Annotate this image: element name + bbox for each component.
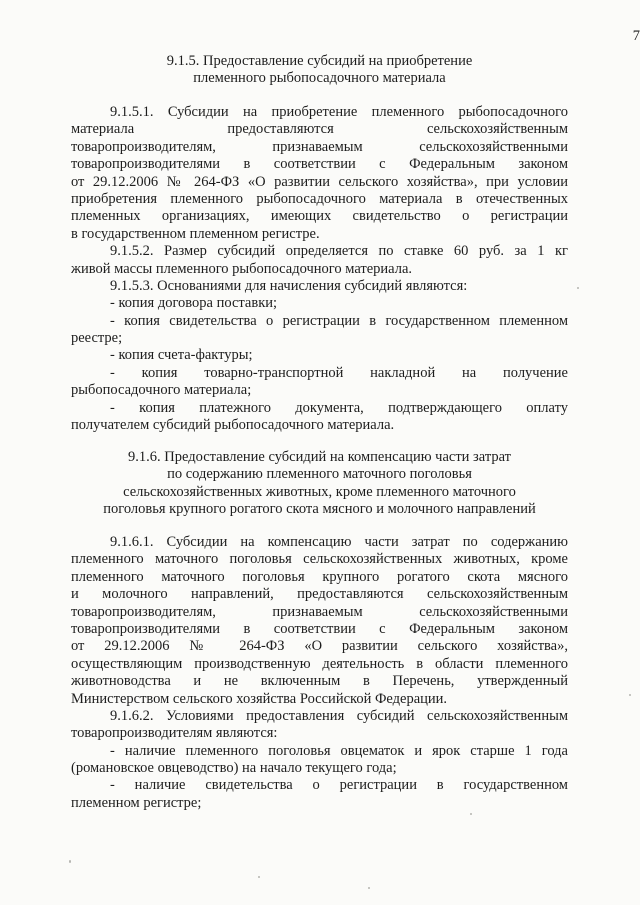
list-item-line: рыбопосадочного материала; bbox=[71, 382, 252, 399]
list-item-line: - наличие свидетельства о регистрации в государственном bbox=[110, 777, 568, 794]
heading-line: сельскохозяйственных животных, кроме племенного маточного bbox=[123, 483, 516, 500]
text-line: материала предоставляются сельскохозяйственным bbox=[71, 121, 568, 138]
heading-line: 9.1.5. Предоставление субсидий на приобретение bbox=[166, 53, 473, 69]
list-item-line: - копия договора поставки; bbox=[110, 295, 278, 312]
text-line: товаропроизводителям, признаваемым сельскохозяйственными bbox=[71, 603, 568, 620]
text-line: товаропроизводителями в соответствии с Федеральным законом bbox=[71, 620, 568, 637]
list-item-line: племенном регистре; bbox=[71, 794, 202, 811]
heading-line: по содержанию племенного маточного поголовья bbox=[167, 466, 472, 483]
page-number: 7 bbox=[632, 28, 640, 44]
section-9-1-6-body bbox=[71, 534, 568, 812]
scan-speck bbox=[470, 813, 472, 815]
list-item-line: получателем субсидий рыбопосадочного материала. bbox=[71, 417, 395, 434]
paragraph-9-1-5-1 bbox=[71, 104, 568, 243]
paragraph-9-1-5-3 bbox=[71, 278, 568, 435]
text-line: в государственном племенном регистре. bbox=[71, 225, 320, 242]
text-line: товаропроизводителям, признаваемым сельскохозяйственными bbox=[71, 138, 568, 155]
text-line: от 29.12.2006 № 264-ФЗ «О развитии сельского хозяйства», bbox=[71, 638, 568, 655]
text-line: племенных организациях, имеющих свидетельство о регистрации bbox=[71, 208, 568, 225]
section-heading-9-1-6 bbox=[71, 449, 568, 519]
text-line: 9.1.6.1. Субсидии на компенсацию части затрат по содержанию bbox=[110, 534, 568, 550]
list-item-line: - копия товарно-транспортной накладной на получение bbox=[110, 364, 568, 381]
list-item-line: реестре; bbox=[71, 330, 123, 347]
heading-line: племенного рыбопосадочного материала bbox=[193, 70, 446, 87]
text-line: и молочного направлений, предоставляются сельскохозяйственным bbox=[71, 586, 568, 603]
heading-line: 9.1.6. Предоставление субсидий на компенсацию части затрат bbox=[128, 449, 511, 465]
paragraph-9-1-6-1 bbox=[71, 534, 568, 708]
scan-speck bbox=[577, 287, 579, 289]
list-item-line: (романовское овцеводство) на начало текущего года; bbox=[71, 760, 397, 777]
list-item-line: - копия платежного документа, подтверждающего оплату bbox=[110, 399, 568, 416]
scan-speck bbox=[69, 860, 71, 863]
section-heading-9-1-5 bbox=[71, 53, 568, 88]
scan-speck bbox=[629, 694, 631, 696]
text-line: 9.1.5.3. Основаниями для начисления субсидий являются: bbox=[110, 277, 468, 294]
paragraph-9-1-6-2 bbox=[71, 708, 568, 812]
scan-speck bbox=[258, 876, 260, 878]
text-line: племенного маточного поголовья крупного рогатого скота мясного bbox=[71, 568, 568, 585]
text-line: 9.1.5.1. Субсидии на приобретение племенного рыбопосадочного bbox=[110, 104, 568, 120]
text-line: 9.1.6.2. Условиями предоставления субсидий сельскохозяйственным bbox=[110, 707, 568, 724]
text-line: 9.1.5.2. Размер субсидий определяется по ставке 60 руб. за 1 кг bbox=[110, 243, 568, 260]
text-line: товаропроизводителям являются: bbox=[71, 725, 278, 742]
section-9-1-5-body bbox=[71, 104, 568, 434]
text-line: Министерством сельского хозяйства Российской Федерации. bbox=[71, 690, 448, 707]
text-line: от 29.12.2006 № 264-ФЗ «О развитии сельского хозяйства», при условии bbox=[71, 173, 568, 190]
list-item-line: - наличие племенного поголовья овцематок и ярок старше 1 года bbox=[110, 742, 568, 759]
heading-line: поголовья крупного рогатого скота мясного и молочного направлений bbox=[103, 501, 536, 518]
text-line: племенного маточного поголовья сельскохозяйственных животных, кроме bbox=[71, 551, 568, 568]
paragraph-9-1-5-2 bbox=[71, 243, 568, 278]
text-line: животноводства и не включенным в Перечень, утвержденный bbox=[71, 673, 568, 690]
list-item-line: - копия счета-фактуры; bbox=[110, 347, 253, 364]
scan-speck bbox=[368, 887, 370, 889]
text-line: осуществляющим производственную деятельность в области племенного bbox=[71, 655, 568, 672]
list-item-line: - копия свидетельства о регистрации в государственном племенном bbox=[110, 312, 568, 329]
text-line: приобретения племенного рыбопосадочного материала в отечественных bbox=[71, 190, 568, 207]
text-line: товаропроизводителями в соответствии с Федеральным законом bbox=[71, 156, 568, 173]
text-line: живой массы племенного рыбопосадочного материала. bbox=[71, 260, 413, 277]
